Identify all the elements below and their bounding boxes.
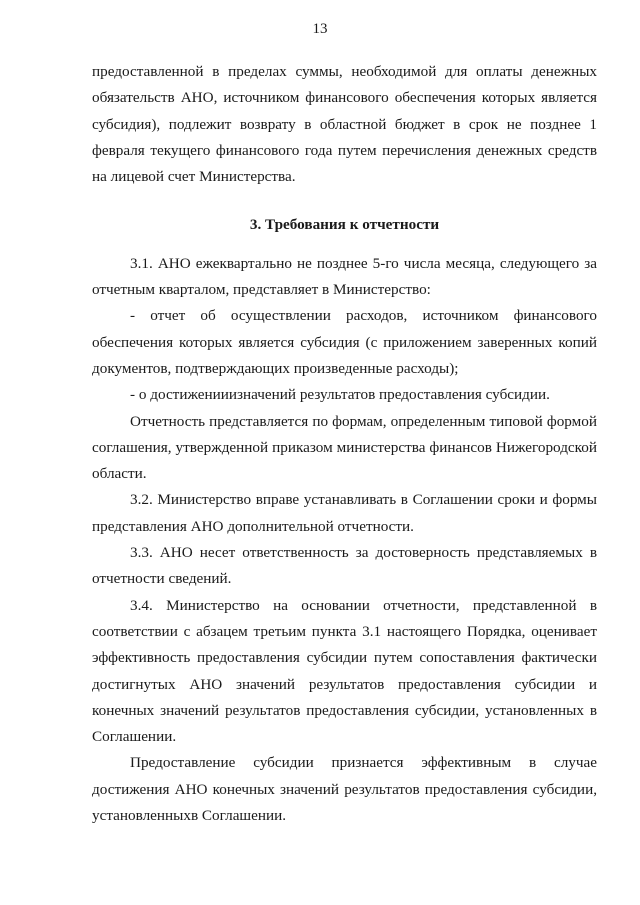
paragraph-3-3: 3.3. АНО несет ответственность за достоверность представляемых в отчетности сведений. <box>92 544 597 588</box>
section-heading: 3. Требования к отчетности <box>249 216 440 234</box>
paragraph-3-1: 3.1. АНО ежеквартально не позднее 5-го числа месяца, следующего за отчетным кварталом, представляет в Министерство: <box>92 254 597 299</box>
paragraph-effectiveness: Предоставление субсидии признается эффективным в случае достижения АНО конечных значений результатов предоставления субсидии, установленныхв Соглашении. <box>92 754 597 825</box>
paragraph-3-2: 3.2. Министерство вправе устанавливать в Соглашении сроки и формы представления АНО дополнительной отчетности. <box>92 491 597 535</box>
paragraph-report-expenses: - отчет об осуществлении расходов, источником финансового обеспечения которых является субсидия (с приложением заверенных копий документов, подтверждающих произведенные расходы); <box>92 307 597 377</box>
paragraph-report-forms: Отчетность представляется по формам, определенным типовой формой соглашения, утвержденной приказом министерства финансов Нижегородской области. <box>92 412 597 483</box>
paragraph-report-results: - о достиженииизначений результатов предоставления субсидии. <box>130 386 550 404</box>
page-number: 13 <box>312 21 328 37</box>
document-body <box>92 59 597 829</box>
paragraph-3-4: 3.4. Министерство на основании отчетности, представленной в соответствии с абзацем третьим пункта 3.1 настоящего Порядка, оценивает эффективность предоставления субсидии путем сопоставления фактически достигнутых АНО значений результатов предоставления субсидии и конечных значений результатов предоставления субсидии, установленных в Соглашении. <box>92 596 597 746</box>
paragraph-continuation: предоставленной в пределах суммы, необходимой для оплаты денежных обязательств АНО, источником финансового обеспечения которых является субсидия), подлежит возврату в областной бюджет в срок не позднее 1 февраля текущего финансового года путем перечисления денежных средств на лицевой счет Министерства. <box>92 63 597 186</box>
